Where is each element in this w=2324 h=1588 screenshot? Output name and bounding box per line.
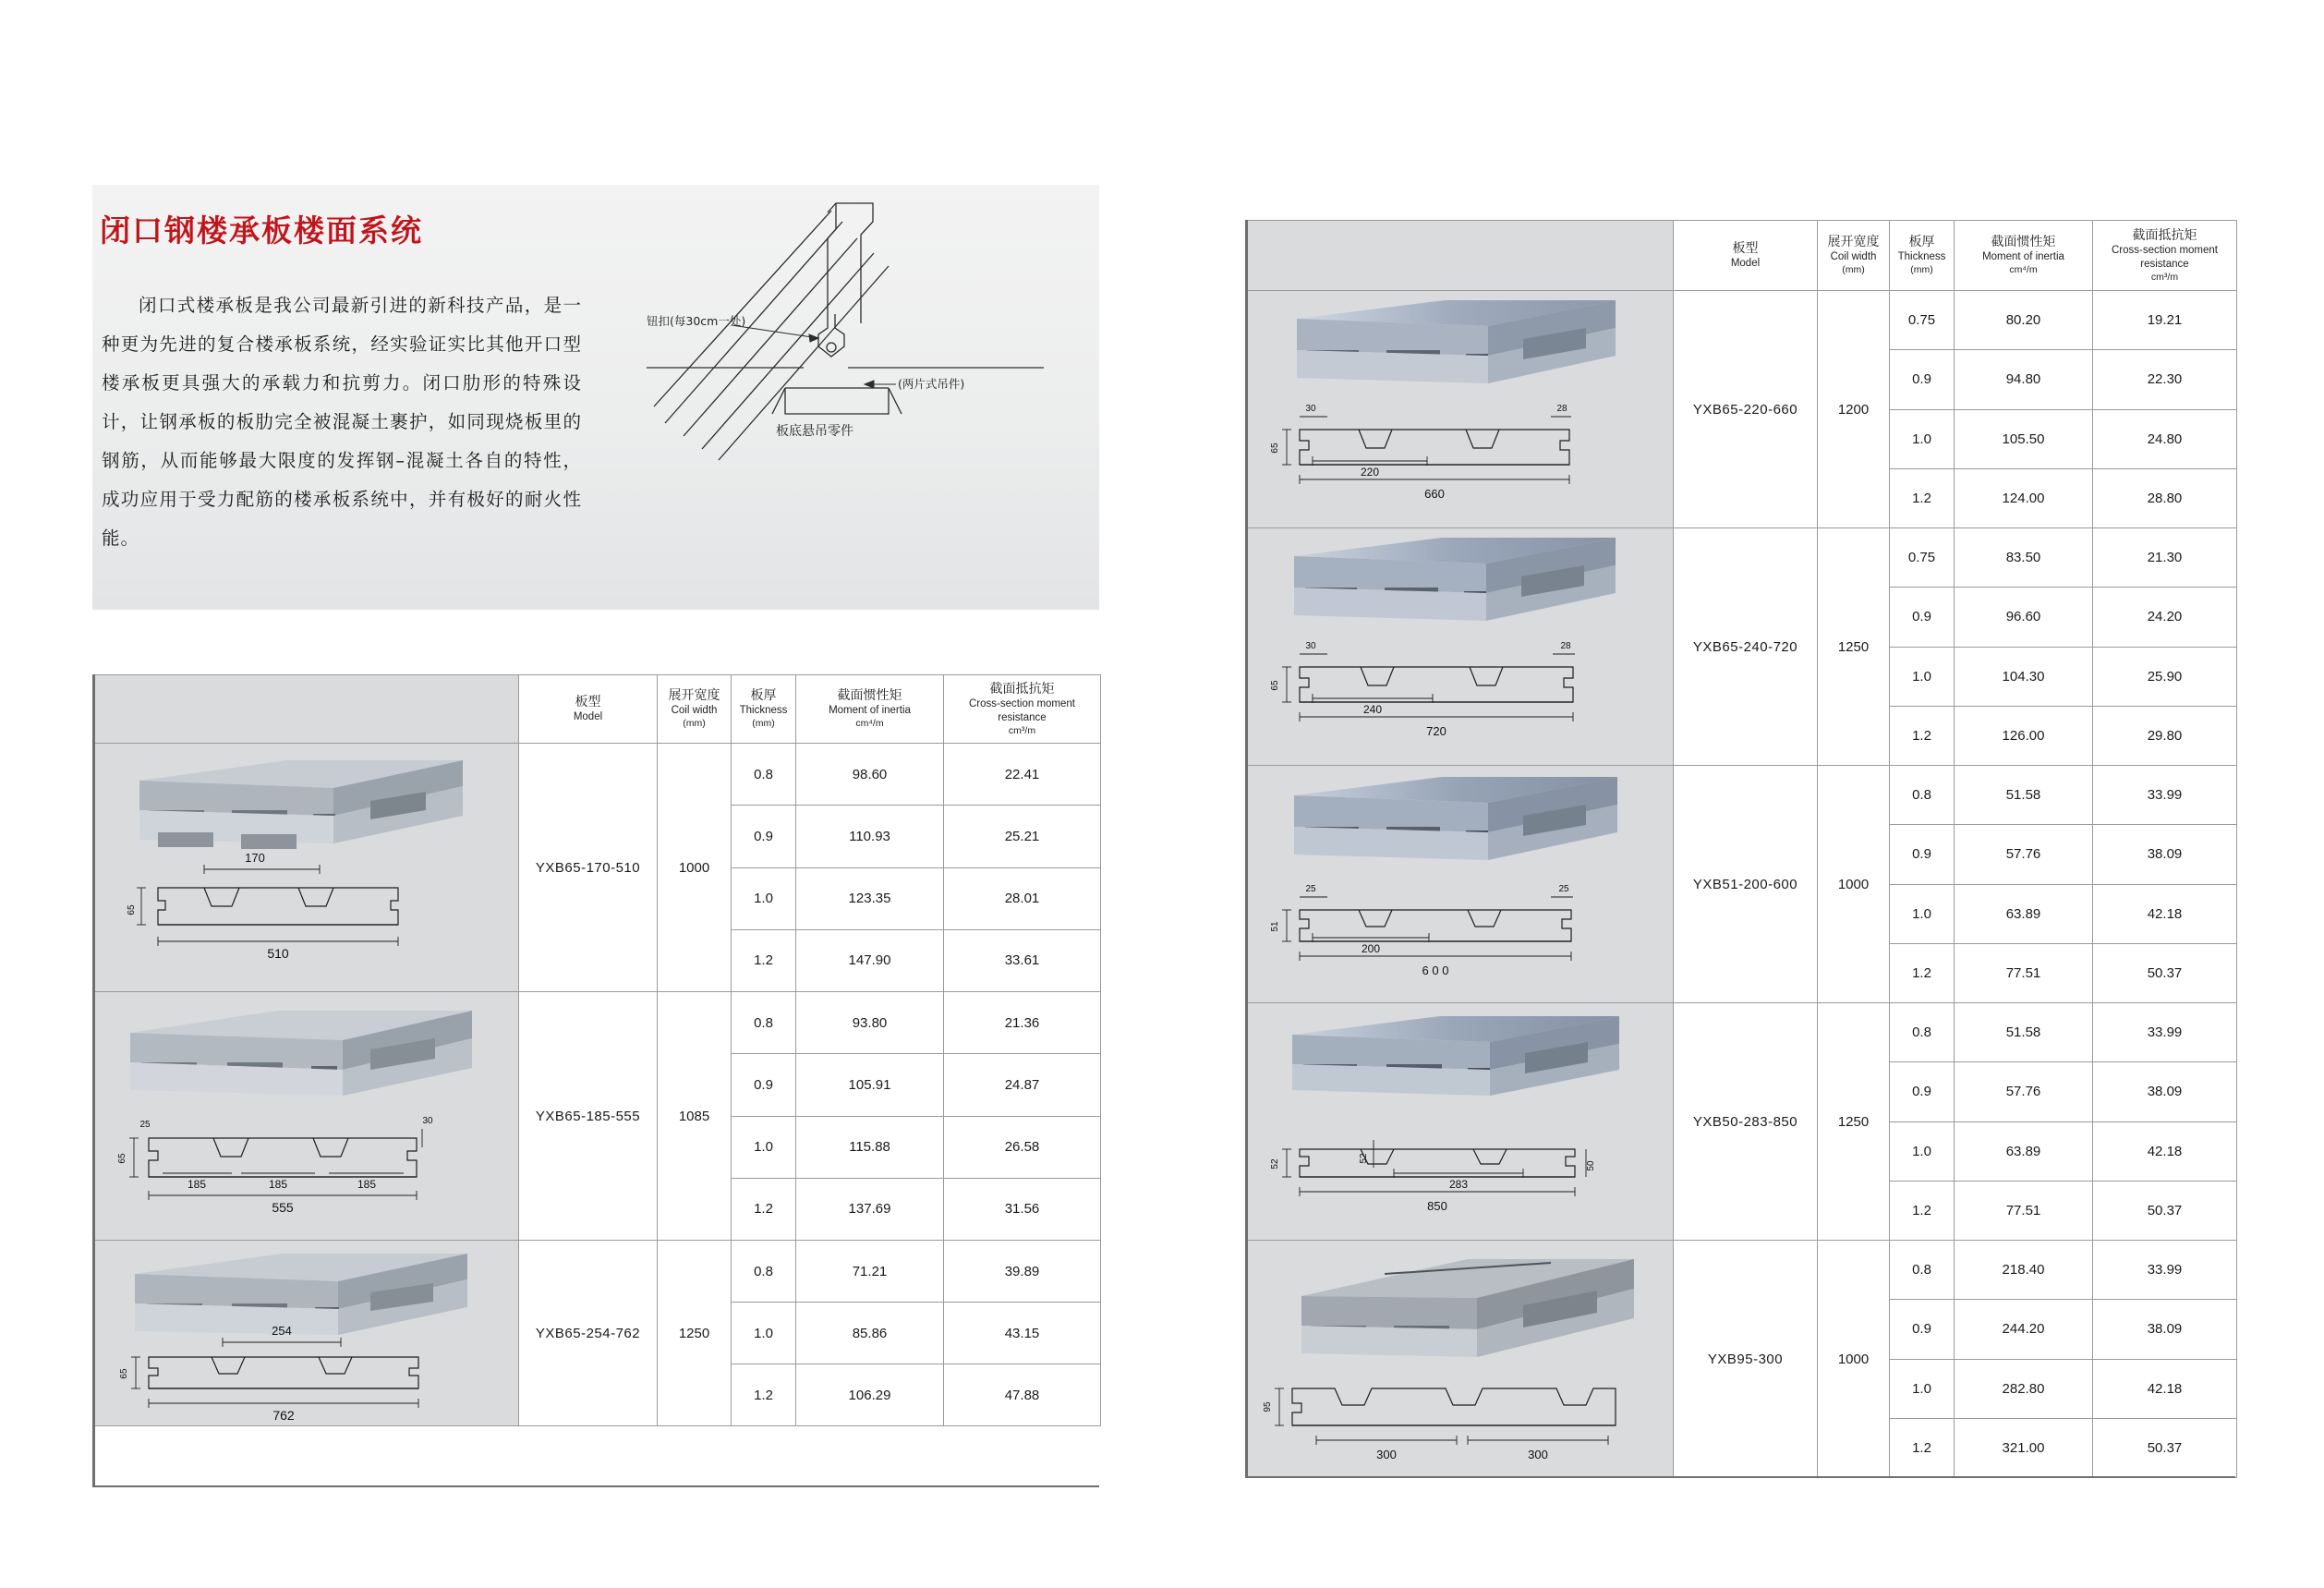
thickness: 0.8 — [1890, 766, 1955, 825]
svg-text:720: 720 — [1426, 724, 1446, 738]
deck-drawing-170-510 — [93, 744, 518, 991]
table-row — [93, 992, 1101, 1054]
header-moment-resistance: 截面抵抗矩 Cross-section moment resistance cm³/m — [944, 675, 1101, 744]
moment-resistance: 42.18 — [2093, 884, 2237, 943]
deck-drawing-95-300 — [1246, 1241, 1673, 1477]
deck-profile-cell — [1246, 1241, 1674, 1478]
svg-text:95: 95 — [1263, 1401, 1273, 1412]
table-header-row — [1246, 221, 2237, 291]
deck-profile-cell — [93, 1241, 519, 1426]
moment-resistance: 22.30 — [2093, 350, 2237, 409]
moment-of-inertia: 51.58 — [1955, 766, 2093, 825]
coil-width: 1200 — [1818, 291, 1890, 528]
svg-text:30: 30 — [1305, 641, 1316, 651]
moment-of-inertia: 80.20 — [1955, 291, 2093, 350]
svg-text:30: 30 — [422, 1116, 433, 1126]
header-moment-inertia: 截面惯性矩 Moment of inertia cm⁴/m — [1955, 221, 2093, 291]
hanger-detail-drawing — [647, 194, 1090, 591]
moment-of-inertia: 51.58 — [1955, 1003, 2093, 1062]
header-model: 板型 Model — [519, 675, 658, 744]
coil-width: 1000 — [1818, 1241, 1890, 1478]
deck-profile-cell — [1246, 766, 1674, 1003]
deck-drawing-240-720 — [1246, 528, 1673, 765]
moment-resistance: 25.21 — [944, 806, 1101, 867]
header-thickness: 板厚 Thickness (mm) — [1890, 221, 1955, 291]
header-coil-width: 展开宽度 Coil width (mm) — [1818, 221, 1890, 291]
header-moment-inertia: 截面惯性矩 Moment of inertia cm⁴/m — [796, 675, 944, 744]
moment-of-inertia: 93.80 — [796, 992, 944, 1054]
svg-text:762: 762 — [272, 1408, 295, 1423]
moment-resistance: 28.01 — [944, 867, 1101, 929]
moment-of-inertia: 83.50 — [1955, 528, 2093, 588]
svg-text:6 0 0: 6 0 0 — [1422, 964, 1449, 977]
moment-of-inertia: 71.21 — [796, 1241, 944, 1303]
moment-resistance: 29.80 — [2093, 706, 2237, 765]
thickness: 0.8 — [1890, 1003, 1955, 1062]
thickness: 0.9 — [1890, 350, 1955, 409]
deck-drawing-254-762 — [93, 1241, 518, 1425]
svg-text:185: 185 — [187, 1178, 207, 1191]
thickness: 0.8 — [1890, 1241, 1955, 1300]
model-name: YXB65-254-762 — [519, 1241, 658, 1426]
svg-text:254: 254 — [272, 1324, 292, 1338]
moment-resistance: 50.37 — [2093, 943, 2237, 1002]
svg-text:25: 25 — [1558, 884, 1569, 894]
table-row — [93, 744, 1101, 806]
figure-label-parts: (两片式吊件) — [898, 377, 965, 391]
svg-text:510: 510 — [267, 946, 289, 961]
thickness: 0.9 — [1890, 1062, 1955, 1121]
moment-resistance: 42.18 — [2093, 1359, 2237, 1418]
moment-of-inertia: 63.89 — [1955, 884, 2093, 943]
model-name: YXB65-185-555 — [519, 992, 658, 1241]
intro-paragraph — [102, 286, 582, 558]
svg-text:200: 200 — [1361, 942, 1381, 955]
model-name: YXB65-220-660 — [1674, 291, 1818, 528]
moment-of-inertia: 85.86 — [796, 1303, 944, 1364]
coil-width: 1000 — [1818, 766, 1890, 1003]
moment-resistance: 50.37 — [2093, 1181, 2237, 1240]
thickness: 0.9 — [732, 806, 796, 867]
left-spec-table-wrap — [92, 674, 1101, 1426]
thickness: 1.2 — [732, 929, 796, 991]
hanger-detail-figure — [647, 194, 1090, 591]
coil-width: 1250 — [1818, 528, 1890, 766]
thickness: 0.9 — [1890, 588, 1955, 647]
moment-of-inertia: 94.80 — [1955, 350, 2093, 409]
thickness: 1.0 — [732, 1303, 796, 1364]
moment-of-inertia: 123.35 — [796, 867, 944, 929]
moment-of-inertia: 126.00 — [1955, 706, 2093, 765]
table-row — [1246, 1003, 2237, 1062]
moment-resistance: 38.09 — [2093, 1300, 2237, 1359]
moment-resistance: 19.21 — [2093, 291, 2237, 350]
moment-of-inertia: 105.91 — [796, 1054, 944, 1116]
moment-resistance: 31.56 — [944, 1178, 1101, 1240]
svg-text:300: 300 — [1376, 1448, 1397, 1461]
deck-profile-cell — [1246, 528, 1674, 766]
svg-text:28: 28 — [1560, 641, 1571, 651]
moment-of-inertia: 98.60 — [796, 744, 944, 806]
moment-of-inertia: 106.29 — [796, 1364, 944, 1426]
left-spec-table — [92, 674, 1101, 1426]
moment-of-inertia: 77.51 — [1955, 943, 2093, 1002]
thickness: 1.2 — [1890, 1418, 1955, 1477]
thickness: 1.2 — [1890, 468, 1955, 527]
table-row — [93, 1241, 1101, 1303]
moment-of-inertia: 218.40 — [1955, 1241, 2093, 1300]
deck-profile-cell — [93, 744, 519, 992]
svg-text:65: 65 — [1270, 680, 1280, 691]
deck-profile-cell — [1246, 291, 1674, 528]
deck-profile-cell — [1246, 1003, 1674, 1241]
svg-text:185: 185 — [268, 1178, 288, 1191]
thickness: 1.2 — [1890, 706, 1955, 765]
header-picture-spacer — [1246, 221, 1674, 291]
moment-of-inertia: 321.00 — [1955, 1418, 2093, 1477]
moment-of-inertia: 105.50 — [1955, 409, 2093, 468]
moment-of-inertia: 115.88 — [796, 1116, 944, 1178]
coil-width: 1250 — [658, 1241, 732, 1426]
moment-resistance: 47.88 — [944, 1364, 1101, 1426]
moment-of-inertia: 63.89 — [1955, 1121, 2093, 1181]
figure-label-hook: 钮扣(每30cm一处) — [647, 314, 746, 328]
moment-resistance: 21.30 — [2093, 528, 2237, 588]
moment-of-inertia: 77.51 — [1955, 1181, 2093, 1240]
svg-text:52: 52 — [1359, 1153, 1369, 1164]
moment-resistance: 24.87 — [944, 1054, 1101, 1116]
moment-resistance: 21.36 — [944, 992, 1101, 1054]
deck-drawing-220-660 — [1246, 291, 1673, 527]
moment-resistance: 28.80 — [2093, 468, 2237, 527]
header-picture-spacer — [93, 675, 519, 744]
deck-profile-cell — [93, 992, 519, 1241]
intro-band — [92, 185, 1099, 610]
model-name: YXB65-170-510 — [519, 744, 658, 992]
left-column — [92, 185, 1099, 610]
moment-resistance: 22.41 — [944, 744, 1101, 806]
intro-text: 闭口式楼承板是我公司最新引进的新科技产品，是一种更为先进的复合楼承板系统，经实验证实比其他开口型楼承板更具强大的承载力和抗剪力。闭口肋形的特殊设计，让钢承板的板肋完全被混凝土裹护，如同现烧板里的钢筋，从而能够最大限度的发挥钢–混凝土各自的特性，成功应用于受力配筋的楼承板系统中，并有极好的耐火性能。 — [102, 295, 582, 549]
svg-text:30: 30 — [1305, 404, 1316, 414]
moment-of-inertia: 57.76 — [1955, 1062, 2093, 1121]
svg-text:50: 50 — [1586, 1160, 1596, 1171]
thickness: 1.2 — [732, 1178, 796, 1240]
svg-text:25: 25 — [1305, 884, 1316, 894]
thickness: 1.2 — [1890, 1181, 1955, 1240]
header-model: 板型 Model — [1674, 221, 1818, 291]
thickness: 0.8 — [732, 1241, 796, 1303]
thickness: 1.0 — [1890, 884, 1955, 943]
header-coil-width: 展开宽度 Coil width (mm) — [658, 675, 732, 744]
svg-text:170: 170 — [245, 851, 265, 865]
svg-text:65: 65 — [127, 904, 137, 915]
svg-text:52: 52 — [1270, 1158, 1280, 1170]
model-name: YXB95-300 — [1674, 1241, 1818, 1478]
moment-of-inertia: 244.20 — [1955, 1300, 2093, 1359]
moment-resistance: 43.15 — [944, 1303, 1101, 1364]
thickness: 1.0 — [732, 867, 796, 929]
model-name: YXB65-240-720 — [1674, 528, 1818, 766]
thickness: 0.8 — [732, 744, 796, 806]
deck-drawing-200-600 — [1246, 766, 1673, 1002]
svg-text:240: 240 — [1362, 703, 1383, 716]
right-spec-table-wrap — [1245, 220, 2237, 1478]
table-header-row — [93, 675, 1101, 744]
moment-of-inertia: 137.69 — [796, 1178, 944, 1240]
thickness: 0.9 — [732, 1054, 796, 1116]
right-spec-table — [1245, 220, 2237, 1478]
svg-text:65: 65 — [1270, 442, 1280, 454]
thickness: 0.75 — [1890, 291, 1955, 350]
moment-resistance: 26.58 — [944, 1116, 1101, 1178]
svg-text:25: 25 — [139, 1120, 151, 1130]
moment-resistance: 38.09 — [2093, 825, 2237, 884]
svg-text:660: 660 — [1424, 487, 1445, 501]
moment-resistance: 33.99 — [2093, 1003, 2237, 1062]
moment-of-inertia: 104.30 — [1955, 647, 2093, 706]
thickness: 0.75 — [1890, 528, 1955, 588]
moment-resistance: 33.99 — [2093, 766, 2237, 825]
thickness: 1.2 — [732, 1364, 796, 1426]
moment-of-inertia: 57.76 — [1955, 825, 2093, 884]
moment-of-inertia: 96.60 — [1955, 588, 2093, 647]
moment-resistance: 24.20 — [2093, 588, 2237, 647]
svg-text:300: 300 — [1528, 1448, 1548, 1461]
moment-of-inertia: 110.93 — [796, 806, 944, 867]
thickness: 1.0 — [1890, 1121, 1955, 1181]
moment-resistance: 33.99 — [2093, 1241, 2237, 1300]
model-name: YXB51-200-600 — [1674, 766, 1818, 1003]
svg-text:28: 28 — [1556, 404, 1567, 414]
header-moment-resistance: 截面抵抗矩 Cross-section moment resistance cm³/m — [2093, 221, 2237, 291]
table-row — [1246, 528, 2237, 588]
figure-caption: 板底悬吊零件 — [776, 424, 853, 439]
thickness: 0.8 — [732, 992, 796, 1054]
svg-text:65: 65 — [119, 1368, 129, 1379]
thickness: 0.9 — [1890, 825, 1955, 884]
svg-text:283: 283 — [1448, 1178, 1469, 1191]
moment-resistance: 38.09 — [2093, 1062, 2237, 1121]
thickness: 1.2 — [1890, 943, 1955, 1002]
model-name: YXB50-283-850 — [1674, 1003, 1818, 1241]
moment-of-inertia: 124.00 — [1955, 468, 2093, 527]
thickness: 1.0 — [732, 1116, 796, 1178]
deck-drawing-283-850 — [1246, 1003, 1673, 1240]
moment-of-inertia: 147.90 — [796, 929, 944, 991]
moment-resistance: 42.18 — [2093, 1121, 2237, 1181]
table-row — [1246, 1241, 2237, 1300]
svg-text:220: 220 — [1360, 466, 1380, 479]
svg-text:850: 850 — [1427, 1199, 1447, 1213]
moment-resistance: 33.61 — [944, 929, 1101, 991]
moment-resistance: 50.37 — [2093, 1418, 2237, 1477]
thickness: 1.0 — [1890, 1359, 1955, 1418]
coil-width: 1000 — [658, 744, 732, 992]
header-thickness: 板厚 Thickness (mm) — [732, 675, 796, 744]
thickness: 1.0 — [1890, 647, 1955, 706]
thickness: 0.9 — [1890, 1300, 1955, 1359]
table-row — [1246, 766, 2237, 825]
moment-of-inertia: 282.80 — [1955, 1359, 2093, 1418]
coil-width: 1250 — [1818, 1003, 1890, 1241]
thickness: 1.0 — [1890, 409, 1955, 468]
table-row — [1246, 291, 2237, 350]
page-title: 闭口钢楼承板楼面系统 — [100, 212, 423, 249]
svg-text:65: 65 — [117, 1153, 127, 1164]
moment-resistance: 39.89 — [944, 1241, 1101, 1303]
svg-text:185: 185 — [357, 1178, 377, 1191]
deck-drawing-185-555 — [93, 992, 518, 1240]
moment-resistance: 25.90 — [2093, 647, 2237, 706]
svg-text:555: 555 — [272, 1200, 294, 1215]
moment-resistance: 24.80 — [2093, 409, 2237, 468]
coil-width: 1085 — [658, 992, 732, 1241]
svg-text:51: 51 — [1270, 921, 1280, 932]
